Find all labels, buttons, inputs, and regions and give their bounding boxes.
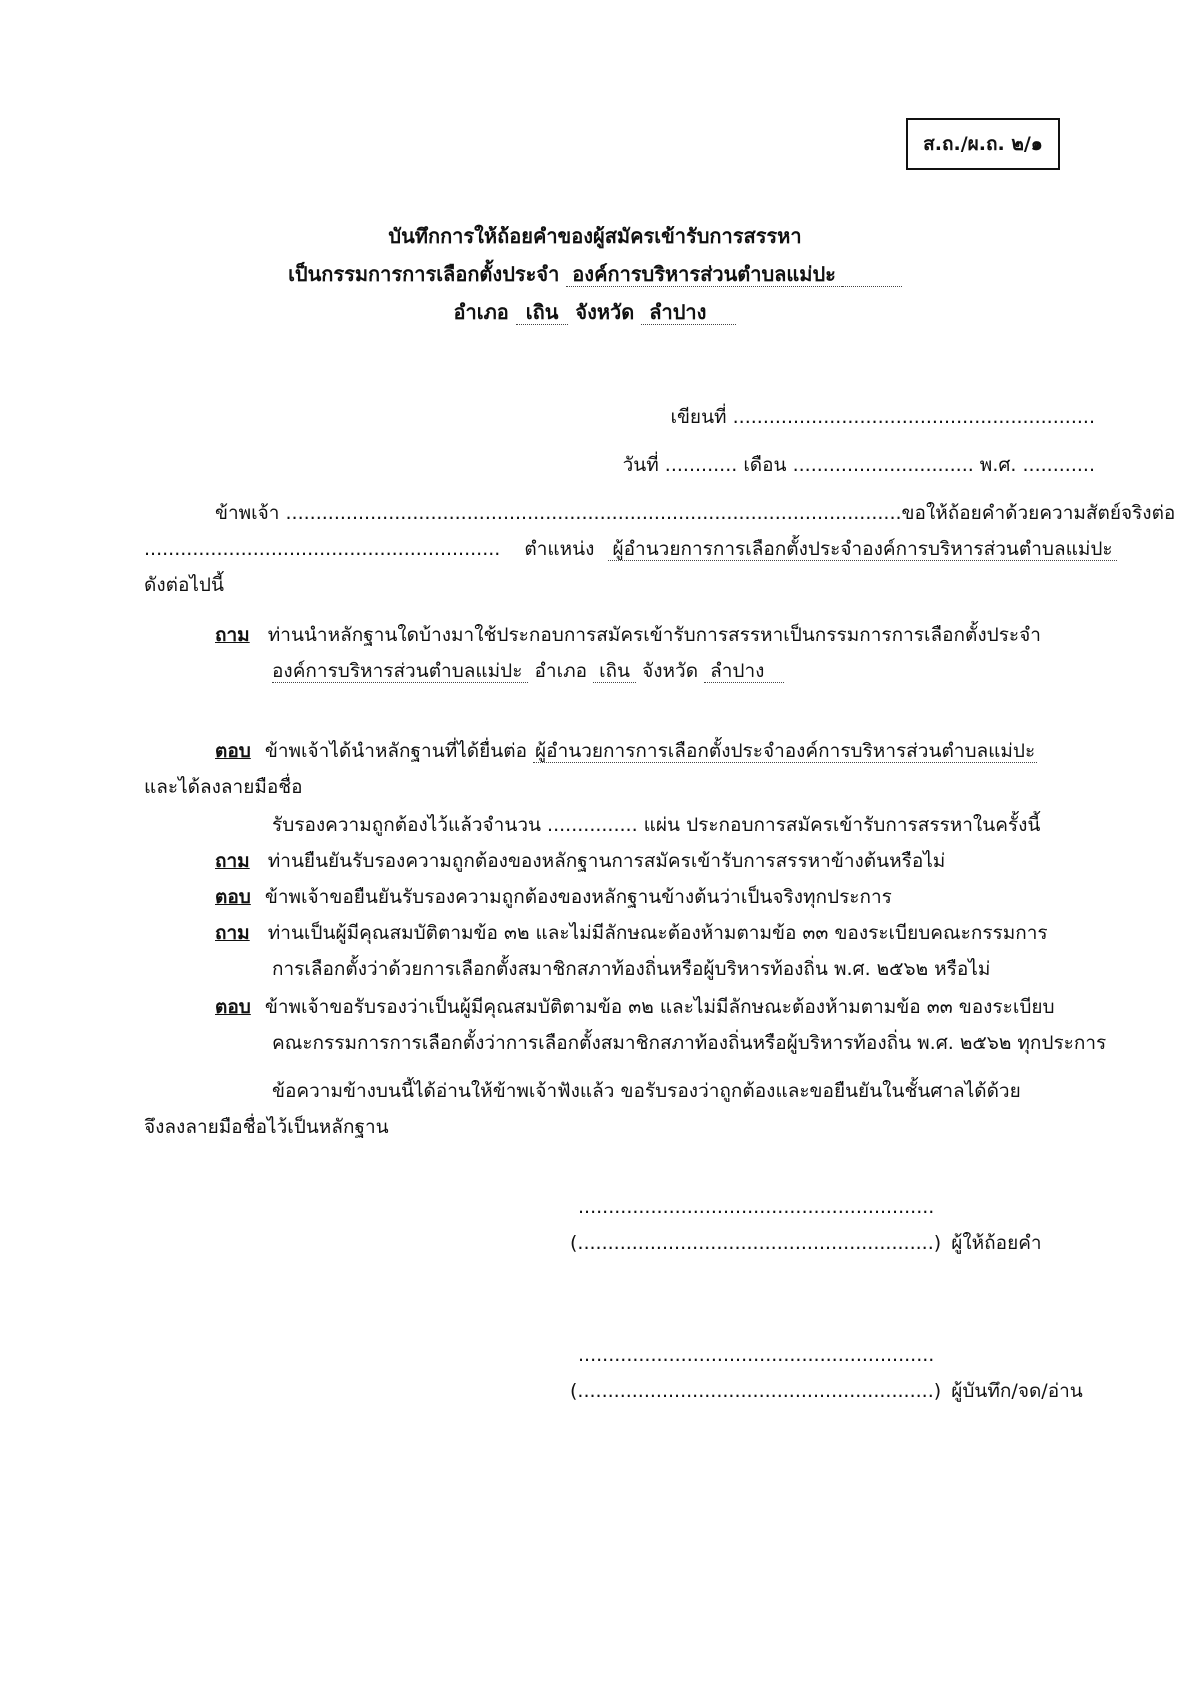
a1-value: ผู้อำนวยการการเลือกตั้งประจำองค์การบริหารส่วนตำบลแม่ปะ (535, 740, 1036, 762)
a2-text: ข้าพเจ้าขอยืนยันรับรองความถูกต้องของหลักฐานข้างต้นว่าเป็นจริงทุกประการ (264, 886, 892, 908)
question-label: ถาม (215, 850, 250, 872)
giver-name-line (570, 1232, 1042, 1255)
closing-line-2: จึงลงลายมือชื่อไว้เป็นหลักฐาน (144, 1116, 389, 1138)
title-amphoe-label: อำเภอ (453, 300, 509, 324)
a1-line-1 (215, 740, 1037, 763)
q1-line-2 (272, 660, 784, 683)
title-line-2-prefix: เป็นกรรมการการเลือกตั้งประจำ (288, 262, 560, 286)
q2-text: ท่านยืนยันรับรองความถูกต้องของหลักฐานการสมัครเข้ารับการสรรหาข้างต้นหรือไม่ (267, 850, 946, 872)
q1-province-label: จังหวัด (642, 660, 699, 682)
title-province-label: จังหวัด (575, 300, 635, 324)
a1-prefix: ข้าพเจ้าได้นำหลักฐานที่ได้ยื่นต่อ (264, 740, 527, 762)
giver-name-blank: (...........................................................) (570, 1232, 942, 1254)
title-line-3 (0, 300, 1190, 324)
q1-amphoe-label: อำเภอ (534, 660, 588, 682)
answer-label: ตอบ (215, 996, 251, 1018)
intro-line-2 (144, 538, 1117, 561)
question-label: ถาม (215, 624, 250, 646)
q1-amphoe: เถิน (593, 660, 636, 683)
date-line: วันที่ ............ เดือน .............................. พ.ศ. ............ (622, 454, 1095, 476)
q3-line-1 (215, 922, 1048, 945)
q2-line (215, 850, 945, 873)
a3-line-2: คณะกรรมการการเลือกตั้งว่าการเลือกตั้งสมาชิกสภาท้องถิ่นหรือผู้บริหารท้องถิ่น พ.ศ. ๒๕๖๒ ทุกประการ (272, 1032, 1107, 1054)
form-code: ส.ถ./ผ.ถ. ๒/๑ (923, 133, 1043, 155)
answer-label: ตอบ (215, 886, 251, 908)
q3-line-2: การเลือกตั้งว่าด้วยการเลือกตั้งสมาชิกสภาท้องถิ่นหรือผู้บริหารท้องถิ่น พ.ศ. ๒๕๖๒ หรือไม่ (272, 958, 991, 980)
intro-line-1: ข้าพเจ้า ......................................................................................................ขอให้ถ้อยคำด้วยความสัตย์จริงต่อ (215, 502, 1176, 524)
a3-line-1 (215, 996, 1055, 1019)
title-amphoe-value: เถิน (516, 300, 569, 325)
a1-line-3: รับรองความถูกต้องไว้แล้วจำนวน ............... แผ่น ประกอบการสมัครเข้ารับการสรรหาในครั้งนี้ (272, 814, 1041, 836)
intro-blank: ........................................................... (144, 538, 501, 560)
position-label: ตำแหน่ง (524, 538, 595, 560)
a3-text-1: ข้าพเจ้าขอรับรองว่าเป็นผู้มีคุณสมบัติตามข้อ ๓๒ และไม่มีลักษณะต้องห้ามตามข้อ ๓๓ ของระเบียบ (264, 996, 1055, 1018)
position-value: ผู้อำนวยการการเลือกตั้งประจำองค์การบริหารส่วนตำบลแม่ปะ (608, 538, 1116, 561)
title-org-value: องค์การบริหารส่วนตำบลแม่ปะ (566, 262, 842, 287)
q1-province: ลำปาง (704, 660, 784, 683)
q1-text: ท่านนำหลักฐานใดบ้างมาใช้ประกอบการสมัครเข้ารับการสรรหาเป็นกรรมการการเลือกตั้งประจำ (267, 624, 1041, 646)
giver-signature-line: ........................................................... (578, 1196, 935, 1218)
title-province-value: ลำปาง (641, 300, 736, 325)
recorder-signature-line: ........................................................... (578, 1344, 935, 1366)
question-label: ถาม (215, 922, 250, 944)
recorder-name-blank: (...........................................................) (570, 1380, 942, 1402)
recorder-name-line (570, 1380, 1083, 1403)
q1-line-1 (215, 624, 1041, 647)
form-code-box (906, 118, 1060, 170)
answer-label: ตอบ (215, 740, 251, 762)
giver-role: ผู้ให้ถ้อยคำ (951, 1232, 1042, 1254)
recorder-role: ผู้บันทึก/จด/อ่าน (951, 1380, 1083, 1402)
q1-org: องค์การบริหารส่วนตำบลแม่ปะ (272, 660, 528, 683)
title-line-2 (0, 262, 1190, 286)
closing-line-1: ข้อความข้างบนนี้ได้อ่านให้ข้าพเจ้าฟังแล้ว ขอรับรองว่าถูกต้องและขอยืนยันในชั้นศาลได้ด้วย (272, 1080, 1021, 1102)
a2-line (215, 886, 892, 909)
written-at-line: เขียนที่ ............................................................ (670, 406, 1095, 428)
a1-line-2: และได้ลงลายมือชื่อ (144, 776, 303, 798)
q3-text-1: ท่านเป็นผู้มีคุณสมบัติตามข้อ ๓๒ และไม่มีลักษณะต้องห้ามตามข้อ ๓๓ ของระเบียบคณะกรรมการ (267, 922, 1048, 944)
intro-line-3: ดังต่อไปนี้ (144, 574, 224, 596)
title-org-blank (842, 262, 902, 287)
title-line-1: บันทึกการให้ถ้อยคำของผู้สมัครเข้ารับการสรรหา (388, 224, 802, 248)
